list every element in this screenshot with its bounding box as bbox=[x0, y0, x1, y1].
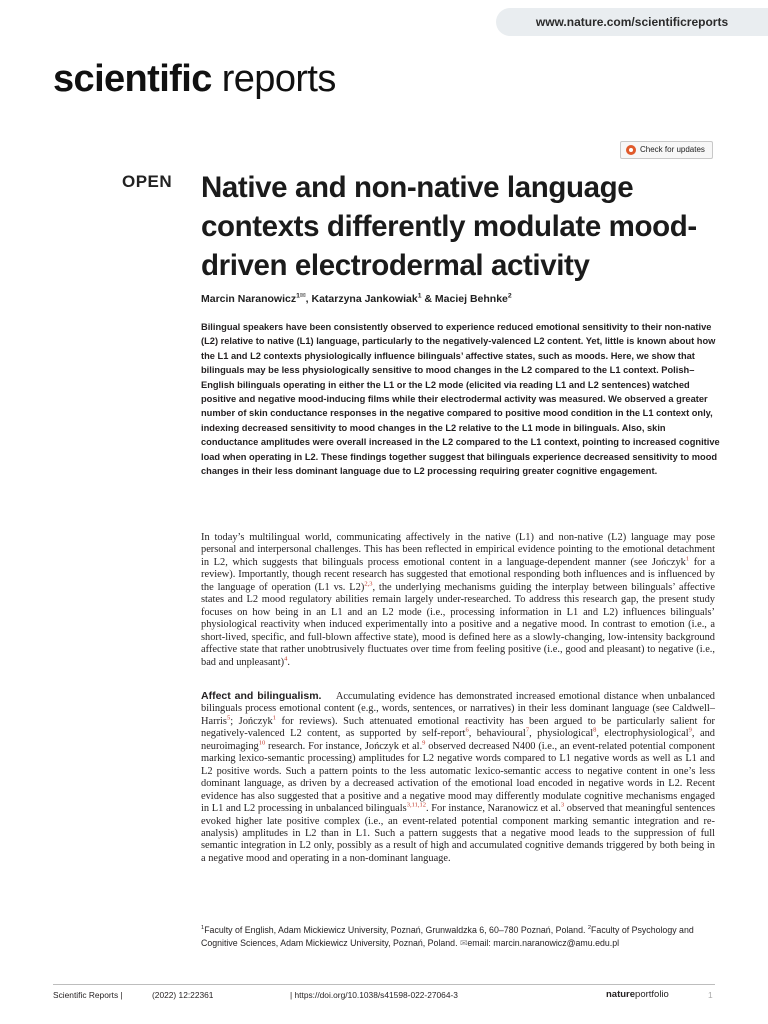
footer-volume: (2022) 12:22361 bbox=[152, 990, 214, 1000]
affiliation-list bbox=[201, 925, 694, 948]
check-for-updates-button[interactable] bbox=[620, 141, 713, 159]
affiliation-text: Faculty of Psychology and Cognitive Sciences, Adam Mickiewicz University, Poznań, Poland. bbox=[201, 925, 694, 948]
citation-link[interactable]: 9 bbox=[688, 726, 692, 734]
affiliation-number: 2 bbox=[587, 925, 592, 932]
affiliation-text: Faculty of English, Adam Mickiewicz University, Poznań, Grunwaldzka 6, 60–780 Poznań, Poland. bbox=[204, 925, 588, 935]
open-access-label: OPEN bbox=[122, 172, 173, 191]
affect-section-text: Accumulating evidence has demonstrated increased emotional distance when unbalanced bilinguals process emotional content (e.g., words, sentences, or narratives) in their less dominant language (see Caldwell–Harris$^5$; Jończyk$^1$ for reviews). Such attenuated emotional reactivity has been argued to be particularly salient for negatively-valenced L2 content, as supported by self-report$^6$, behavioural$^7$, physiological$^8$, electrophysiological$^9$, and neuroimaging$^{10}$ research. For instance, Jończyk et al.$^9$ observed decreased N400 (i.e., an event-related potential component marking lexico-semantic processing) amplitudes for L2 negative words compared to L1 negative words as well as L1 and L2 positive words. Such a pattern points to the less automatic lexico-semantic access to negative content in one’s less dominant language, as driven by a decreased activation of the emotional load encoded in negative words in L2. Recent evidence has also suggested that a positive and a negative mood may differently modulate cognitive mechanisms engaged in L1 and L2 processing in unbalanced bilinguals$^{3,11,12}$. For instance, Naranowicz et al.$^3$ observed that meaningful sentences evoked higher late positive complex (i.e., an event-related potential component marking semantic integration and re-analysis) amplitudes in L2 than in L1. Such a pattern suggests that a negative mood leads to the suppression of full semantic integration in L2 only, possibly as a result of high and accumulated cognitive demands triggered by both being in a negative mood and operating in a non-dominant language. bbox=[201, 691, 716, 864]
author-affiliation-mark: 1 bbox=[296, 292, 300, 300]
page-footer bbox=[53, 990, 715, 1004]
citation-link[interactable]: 1 bbox=[272, 714, 276, 722]
citation-link[interactable]: 3 bbox=[560, 801, 565, 809]
mail-icon: ✉ bbox=[459, 938, 468, 948]
section-heading: Affect and bilingualism. bbox=[201, 690, 322, 702]
journal-logo[interactable] bbox=[53, 60, 336, 98]
citation-link[interactable]: 9 bbox=[422, 739, 426, 747]
affiliation-number: 1 bbox=[201, 925, 205, 932]
author-name[interactable]: Marcin Naranowicz bbox=[201, 293, 297, 305]
citation-link[interactable]: 2,3 bbox=[364, 580, 373, 588]
footer-doi-link[interactable]: | https://doi.org/10.1038/s41598-022-27064-3 bbox=[290, 990, 458, 1000]
citation-link[interactable]: 8 bbox=[593, 726, 597, 734]
check-for-updates-label: Check for updates bbox=[640, 145, 705, 154]
affect-section-paragraph bbox=[201, 690, 715, 865]
footer-journal-name: Scientific Reports | bbox=[53, 990, 123, 1000]
journal-url-link[interactable]: www.nature.com/scientificreports bbox=[496, 8, 768, 36]
citation-link[interactable]: 1 bbox=[685, 555, 690, 563]
citation-link[interactable]: 7 bbox=[525, 726, 530, 734]
article-title: Native and non-native language contexts differently modulate mood-driven electrodermal activity bbox=[201, 171, 697, 282]
author-name[interactable]: Katarzyna Jankowiak bbox=[311, 293, 418, 305]
citation-link[interactable]: 6 bbox=[465, 726, 469, 734]
citation-link[interactable]: 4 bbox=[284, 655, 288, 663]
nature-portfolio-logo: natureportfolio bbox=[606, 989, 669, 1000]
citation-link[interactable]: 10 bbox=[258, 739, 266, 747]
corresponding-mail-icon[interactable]: ✉ bbox=[299, 292, 306, 300]
citation-link[interactable]: 3,11,12 bbox=[406, 801, 426, 809]
crossmark-icon bbox=[626, 145, 636, 155]
footer-divider bbox=[53, 984, 715, 985]
citation-link[interactable]: 5 bbox=[226, 714, 231, 722]
email-label: email: bbox=[467, 938, 491, 948]
affiliations bbox=[201, 924, 721, 950]
author-list: Marcin Naranowicz$^{1✉}$, Katarzyna Jankowiak$^1$ & Maciej Behnke$^2$ bbox=[201, 292, 512, 305]
intro-paragraph: In today’s multilingual world, communicating affectively in the native (L1) and non-native (L2) language may pose personal and interpersonal challenges. This has been reflected in empirical evidence pointing to the emotional detachment in L2, which suggests that bilinguals process emotional content in a language-dependent manner (see Jończyk$^1$ for a review). Importantly, though recent research has suggested that emotional responding both influences and is influenced by the language of operation (L1 vs. L2)$^{2,3}$, the underlying mechanisms guiding the interplay between bilinguals’ affective states and L2 mood regulatory abilities remain largely under-researched. To address this research gap, the present study focuses on how being in an L1 and an L2 mode (i.e., processing information in L1 and L2) influences bilinguals’ physiological reactivity when induced experimentally into a positive and a negative mood. In contrast to emotion (i.e., a short-lived, specific, and full-blown affective state), mood is defined here as a slowly-changing, low-intensity background affective state that rather unobtrusively fluctuates over time from feeling positive (i.e., good and pleasant) to negative (i.e., bad and unpleasant)$^4$. bbox=[201, 532, 715, 668]
logo-light-text: reports bbox=[211, 58, 336, 100]
corresponding-email[interactable]: marcin.naranowicz@amu.edu.pl bbox=[493, 938, 620, 948]
logo-bold-text: scientific bbox=[53, 58, 212, 100]
abstract: Bilingual speakers have been consistently observed to experience reduced emotional sensitivity to their non-native (L2) relative to native (L1) language, particularly to the negatively-valenced L2 content. Yet, little is known about how the L1 and L2 contexts physiologically influence bilinguals’ affective states, such as moods. Here, we show that bilinguals may be less physiologically sensitive to mood changes in the L2 compared to the L1 context. Polish–English bilinguals operating in either the L1 or the L2 mode (elicited via reading L1 and L2 sentences) watched positive and negative mood-inducing films while their electrodermal activity was measured. We observed a greater number of skin conductance responses in the negative compared to positive mood condition in the L1 context only, indexing decreased sensitivity to mood changes in the L2 relative to the L1 mode in bilinguals. Also, skin conductance amplitudes were overall increased in the L2 compared to the L1 context, pointing to increased cognitive load when operating in L2. These findings together suggest that bilinguals experience decreased sensitivity to mood changes in their less dominant language due to L2 processing requiring greater cognitive engagement. bbox=[201, 322, 720, 477]
author-affiliation-mark: 1 bbox=[417, 292, 422, 300]
author-affiliation-mark: 2 bbox=[507, 292, 512, 300]
page-number: 1 bbox=[708, 990, 713, 1000]
author-name[interactable]: Maciej Behnke bbox=[434, 293, 508, 305]
